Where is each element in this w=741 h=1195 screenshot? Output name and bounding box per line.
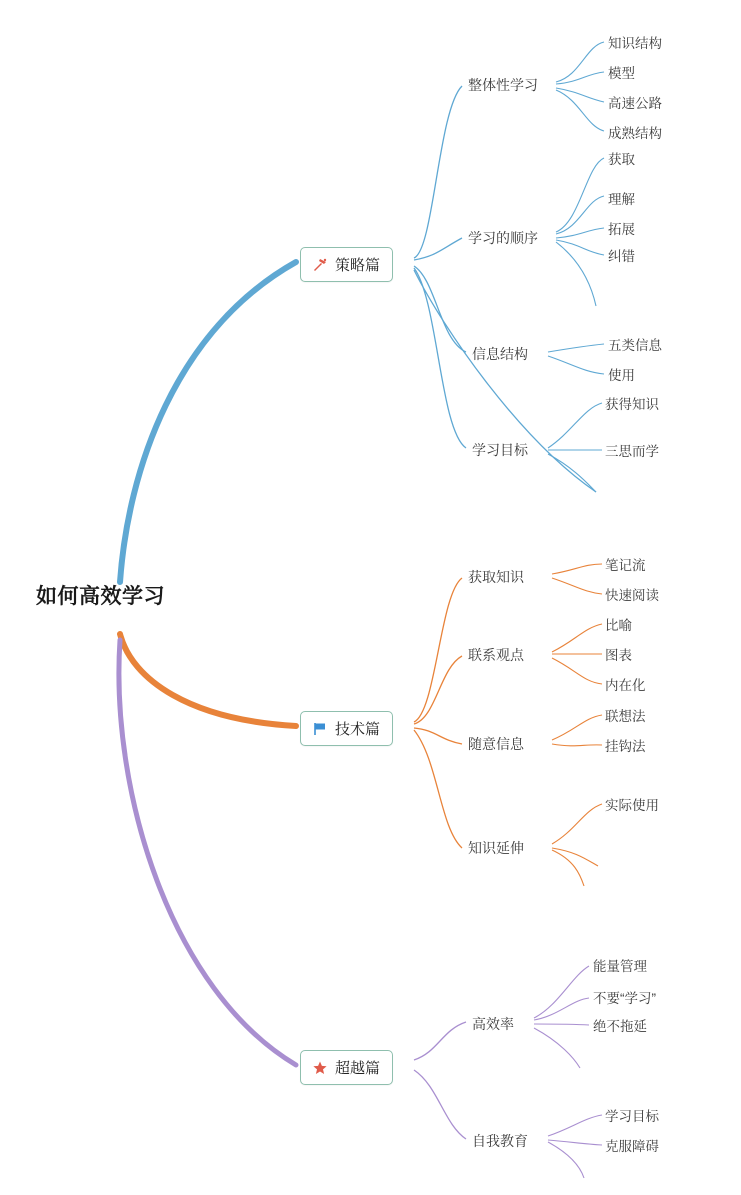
branch-node-technique[interactable]: [300, 711, 393, 746]
branch-label-technique: 技术篇: [335, 721, 381, 738]
leaf-node[interactable]: 纠错: [608, 249, 635, 264]
sub-node-technique-4[interactable]: 知识延伸: [468, 840, 524, 856]
leaf-node[interactable]: 三思而学: [605, 444, 659, 459]
sub-node-strategy-1[interactable]: 整体性学习: [468, 77, 538, 93]
star-icon: [311, 1059, 328, 1076]
leaf-node[interactable]: 获得知识: [605, 397, 659, 412]
leaf-node[interactable]: 知识结构: [608, 36, 662, 51]
sub-node-technique-1[interactable]: 获取知识: [468, 569, 524, 585]
sub-node-strategy-4[interactable]: 学习目标: [472, 442, 528, 458]
branch-node-transcend[interactable]: [300, 1050, 393, 1085]
sub-node-strategy-3[interactable]: 信息结构: [472, 346, 528, 362]
sub-node-strategy-2[interactable]: 学习的顺序: [468, 230, 538, 246]
sub-node-technique-3[interactable]: 随意信息: [468, 736, 524, 752]
leaf-node[interactable]: 学习目标: [605, 1109, 659, 1124]
leaf-node[interactable]: 五类信息: [608, 338, 662, 353]
leaf-node[interactable]: 模型: [608, 66, 635, 81]
pickaxe-icon: [311, 256, 328, 273]
leaf-node[interactable]: 能量管理: [593, 959, 647, 974]
leaf-node[interactable]: 笔记流: [605, 558, 646, 573]
flag-icon: [311, 720, 328, 737]
leaf-node[interactable]: 图表: [605, 648, 632, 663]
leaf-node[interactable]: 快速阅读: [605, 588, 659, 603]
leaf-node[interactable]: 获取: [608, 152, 635, 167]
branch-label-transcend: 超越篇: [335, 1060, 381, 1077]
leaf-node[interactable]: 比喻: [605, 618, 632, 633]
leaf-node[interactable]: 实际使用: [605, 798, 659, 813]
sub-node-transcend-1[interactable]: 高效率: [472, 1016, 514, 1032]
branch-node-strategy[interactable]: [300, 247, 393, 282]
leaf-node[interactable]: 联想法: [605, 709, 646, 724]
sub-node-transcend-2[interactable]: 自我教育: [472, 1133, 528, 1149]
leaf-node[interactable]: 绝不拖延: [593, 1019, 647, 1034]
branch-label-strategy: 策略篇: [335, 257, 381, 274]
leaf-node[interactable]: 内在化: [605, 678, 646, 693]
sub-node-technique-2[interactable]: 联系观点: [468, 647, 524, 663]
leaf-node[interactable]: 拓展: [608, 222, 635, 237]
leaf-node[interactable]: 成熟结构: [608, 126, 662, 141]
leaf-node[interactable]: 使用: [608, 368, 635, 383]
leaf-node[interactable]: 不要“学习”: [593, 991, 656, 1006]
mindmap-root-title: 如何高效学习: [36, 585, 165, 608]
leaf-node[interactable]: 高速公路: [608, 96, 662, 111]
leaf-node[interactable]: 挂钩法: [605, 739, 646, 754]
leaf-node[interactable]: 理解: [608, 192, 635, 207]
leaf-node[interactable]: 克服障碍: [605, 1139, 659, 1154]
